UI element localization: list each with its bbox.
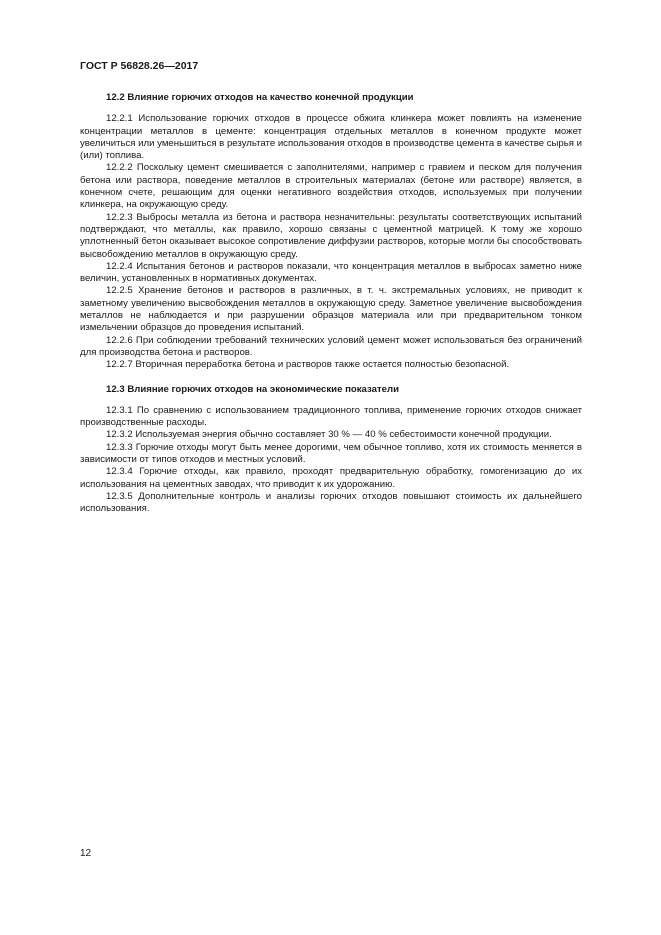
paragraph: 12.3.2 Используемая энергия обычно составляет 30 % — 40 % себестоимости конечной продукции. bbox=[106, 429, 552, 441]
paragraph: 12.3.1 По сравнению с использованием традиционного топлива, применение горючих отходов снижает производственные расходы. bbox=[80, 404, 582, 429]
paragraph: 12.2.4 Испытания бетонов и растворов показали, что концентрация металлов в выбросах заметно ниже величин, установленных в нормативных документах. bbox=[80, 260, 582, 285]
paragraph: 12.3.5 Дополнительные контроль и анализы горючих отходов повышают стоимость их дальнейшего использования. bbox=[80, 490, 582, 515]
section-heading: 12.3 Влияние горючих отходов на экономические показатели bbox=[106, 383, 399, 395]
standard-designation: ГОСТ Р 56828.26—2017 bbox=[80, 60, 199, 72]
section-12-2 bbox=[80, 92, 582, 372]
paragraph: 12.2.5 Хранение бетонов и растворов в различных, в т. ч. экстремальных условиях, не приводит к заметному увеличению высвобождения металлов в окружающую среду. Заметное увеличение высвобождения металлов не наблюдается и при разрушении образцов материала или при предварительном тонком измельчении образцов до проведения испытаний. bbox=[80, 285, 582, 334]
document-body bbox=[80, 92, 582, 516]
paragraph: 12.2.6 При соблюдении требований технических условий цемент может использоваться без ограничений для производства бетона и растворов. bbox=[80, 334, 582, 358]
section-12-3 bbox=[80, 384, 582, 516]
paragraph: 12.2.2 Поскольку цемент смешивается с заполнителями, например с гравием и песком для получения бетона или раствора, поведение металлов в строительных материалах (бетоне или растворе) является, в конечном счете, решающим для оценки негативного воздействия отходов, используемых при получении клинкера, на окружающую среду. bbox=[80, 162, 582, 211]
paragraph: 12.3.4 Горючие отходы, как правило, проходят предварительную обработку, гомогенизацию до их использования на цементных заводах, что приводит к их удорожанию. bbox=[80, 466, 582, 490]
paragraph: 12.3.3 Горючие отходы могут быть менее дорогими, чем обычное топливо, хотя их стоимость меняется в зависимости от типов отходов и местных условий. bbox=[80, 441, 582, 466]
page-number: 12 bbox=[80, 848, 92, 859]
paragraph: 12.2.7 Вторичная переработка бетона и растворов также остается полностью безопасной. bbox=[106, 359, 510, 371]
paragraph: 12.2.3 Выбросы металла из бетона и раствора незначительны: результаты соответствующих испытаний подтверждают, что металлы, как правило, хорошо связаны с цементной матрицей. К тому же хорошо уплотненный бетон оказывает высокое сопротивление диффузии растворов, которые могли бы способствовать высвобождению металлов в окружающую среду. bbox=[80, 211, 582, 260]
paragraph: 12.2.1 Использование горючих отходов в процессе обжига клинкера может повлиять на изменение концентрации металлов в цементе: концентрация отдельных металлов в конечном продукте может увеличиться или уменьшиться в результате использования отходов в производстве цемента в качестве сырья и (или) топлива. bbox=[80, 113, 582, 162]
section-heading: 12.2 Влияние горючих отходов на качество конечной продукции bbox=[106, 92, 414, 103]
